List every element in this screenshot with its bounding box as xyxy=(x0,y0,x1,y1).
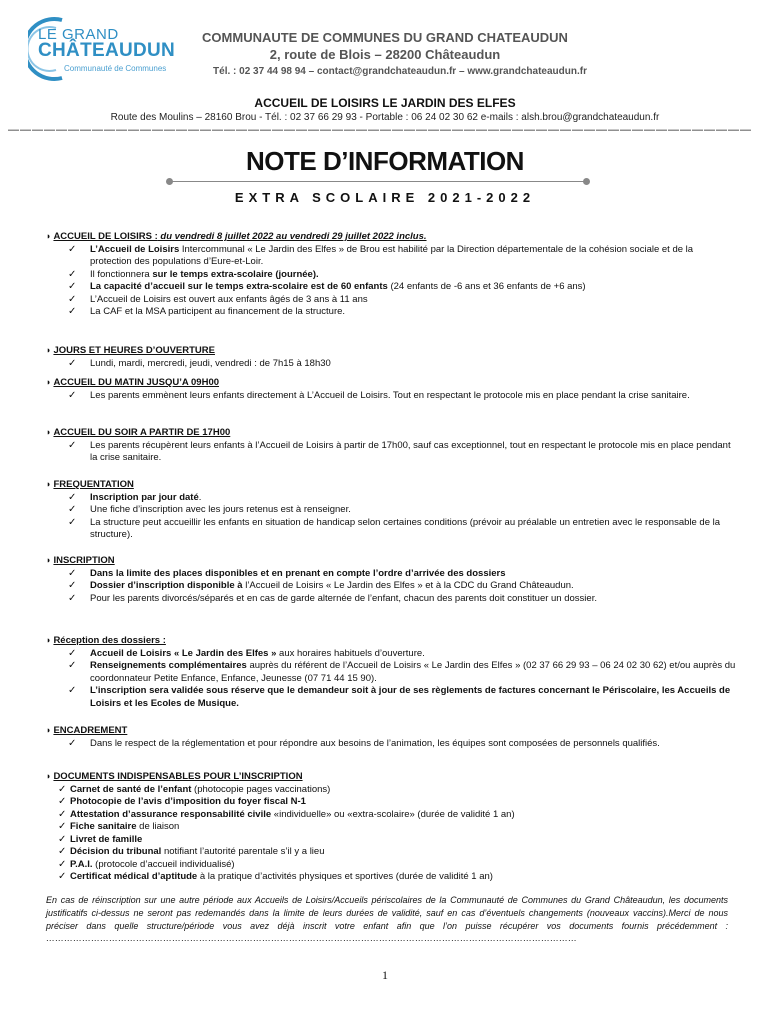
section-frequentation: ◗ FREQUENTATION ✓ Inscription par jour daté. ✓ Une fiche d’inscription avec les jours retenus est à renseigner. ✓ La structure peut accueillir les enfants en situation de handicap selon certaines conditions (prévoir au préalable un entretien avec le responsable de la structure). xyxy=(46,478,736,542)
section-matin: ◗ ACCUEIL DU MATIN JUSQU’A 09H00 ✓ Les parents emmènent leurs enfants directement à L’Accueil de Loisirs. Tout en respectant le protocole mis en place pendant la crise sanitaire. xyxy=(46,376,736,402)
checkmark-icon: ✓ xyxy=(58,871,67,882)
section-documents: ◗ DOCUMENTS INDISPENSABLES POUR L’INSCRIPTION ✓ Carnet de santé de l’enfant (photocopie pages vaccinations) ✓ Photocopie de l’avis d’imposition du foyer fiscal N-1 ✓ Attestation d’assurance responsabilité civile «individuelle» ou «extra-scolaire» (durée de validité 1 an) ✓ Fiche sanitaire de liaison ✓ Livret de famille ✓ Décision du tribunal notifiant l’autorité parentale s’il y a lieu ✓ P.A.I. (protocole d’accueil individualisé) ✓ Certificat médical d’aptitude à la pratique d’activités physiques et sportives (durée de validité 1 an) xyxy=(46,770,736,884)
checkmark-icon: ✓ xyxy=(58,796,67,807)
footnote: En cas de réinscription sur une autre période aux Accueils de Loisirs/Accueils périscolaires de la Communauté de Communes du Grand Châteaudun, les documents justificatifs ci-dessus ne seront pas redemandés dans la limite de leurs durées de validité, sauf en cas d’éventuels changements (nouveaux vaccins).Merci de nous préciser dans quelle structure/période vous avez déjà inscrit votre enfant afin que l’on puisse récupérer vos documents fournis précédemment : …………………………………………………………………………………………………………………………………………………………… xyxy=(46,895,728,944)
checkmark-icon: ✓ xyxy=(68,660,77,671)
checkmark-icon: ✓ xyxy=(68,580,77,591)
checkmark-icon: ✓ xyxy=(58,833,67,845)
checkmark-icon: ✓ xyxy=(68,516,77,528)
list-item: ✓ L’Accueil de Loisirs est ouvert aux enfants âgés de 3 ans à 11 ans xyxy=(68,293,368,305)
list-item: ✓ La structure peut accueillir les enfants en situation de handicap selon certaines conditions (prévoir au préalable un entretien avec le responsable de la structure). xyxy=(68,516,721,540)
center-name: ACCUEIL DE LOISIRS LE JARDIN DES ELFES xyxy=(254,96,516,110)
page-subtitle: EXTRA SCOLAIRE 2021-2022 xyxy=(234,190,536,205)
section-encadrement: ◗ ENCADREMENT ✓ Dans le respect de la réglementation et pour répondre aux besoins de l’animation, les équipes sont composées de personnels qualifiés. xyxy=(46,724,736,750)
section-reception: ◗ Réception des dossiers : ✓ Accueil de Loisirs « Le Jardin des Elfes » aux horaires habituels d’ouverture. ✓ Renseignements complémentaires auprès du référent de l’Accueil de Loisirs « Le Jardin des Elfes » (02 37 66 29 93 – 06 24 02 30 62) et/ou auprès du coordonnateur Petite Enfance, Enfance, Jeunesse (07 71 44 15 90). ✓ L’inscription sera validée sous réserve que le demandeur soit à jour de ses règlements de factures concernant le Périscolaire, les Accueils de Loisirs et les Ecoles de Musique. xyxy=(46,635,736,709)
document-item: ✓ Décision du tribunal notifiant l’autorité parentale s’il y a lieu xyxy=(58,846,325,857)
org-address: 2, route de Blois – 28200 Châteaudun xyxy=(269,47,501,62)
list-item: ✓ Il fonctionnera sur le temps extra-scolaire (journée). xyxy=(68,268,319,280)
triangle-bullet-icon: ◗ xyxy=(46,725,52,735)
checkmark-icon: ✓ xyxy=(68,647,77,659)
checkmark-icon: ✓ xyxy=(68,357,77,369)
checkmark-icon: ✓ xyxy=(58,821,67,832)
checkmark-icon: ✓ xyxy=(68,306,77,317)
document-item: ✓ Certificat médical d’aptitude à la pratique d’activités physiques et sportives (durée de validité 1 an) xyxy=(58,871,493,882)
triangle-bullet-icon: ◗ xyxy=(46,771,52,781)
checkmark-icon: ✓ xyxy=(68,737,77,749)
triangle-bullet-icon: ◗ xyxy=(46,231,52,241)
document-item: ✓ Attestation d’assurance responsabilité civile «individuelle» ou «extra-scolaire» (durée de validité 1 an) xyxy=(58,808,515,820)
list-item: ✓ Dans le respect de la réglementation et pour répondre aux besoins de l’animation, les équipes sont composées de personnels qualifiés. xyxy=(68,737,660,749)
triangle-bullet-icon: ◗ xyxy=(46,345,52,355)
checkmark-icon: ✓ xyxy=(58,846,67,857)
org-contact: Tél. : 02 37 44 98 94 – contact@grandchateaudun.fr – www.grandchateaudun.fr xyxy=(213,66,587,77)
title-rule xyxy=(170,181,586,182)
list-item: ✓ L’Accueil de Loisirs Intercommunal « Le Jardin des Elfes » de Brou est habilité par la Direction départementale de la cohésion sociale et de la protection des populations d’Eure-et-Loir. xyxy=(68,243,694,267)
document-item: ✓ P.A.I. (protocole d’accueil individualisé) xyxy=(58,858,235,870)
list-item: ✓ L’inscription sera validée sous réserve que le demandeur soit à jour de ses règlements de factures concernant le Périscolaire, les Accueils de Loisirs et les Ecoles de Musique. xyxy=(68,685,731,709)
checkmark-icon: ✓ xyxy=(58,783,67,795)
checkmark-icon: ✓ xyxy=(68,389,77,401)
list-item: ✓ Les parents emmènent leurs enfants directement à L’Accueil de Loisirs. Tout en respectant le protocole mis en place pendant la crise sanitaire. xyxy=(68,389,690,401)
checkmark-icon: ✓ xyxy=(68,293,77,305)
logo-line3: Communauté de Communes xyxy=(64,64,167,73)
center-address: Route des Moulins – 28160 Brou - Tél. : 02 37 66 29 93 - Portable : 06 24 02 30 62 e-mails : alsh.brou@grandchateaudun.fr xyxy=(110,112,660,123)
triangle-bullet-icon: ◗ xyxy=(46,479,52,489)
triangle-bullet-icon: ◗ xyxy=(46,427,52,437)
checkmark-icon: ✓ xyxy=(68,592,77,604)
section-inscription: ◗ INSCRIPTION ✓ Dans la limite des places disponibles et en prenant en compte l’ordre d’arrivée des dossiers ✓ Dossier d’inscription disponible à l’Accueil de Loisirs « Le Jardin des Elfes » et à la CDC du Grand Châteaudun. ✓ Pour les parents divorcés/séparés et en cas de garde alternée de l’enfant, chacun des parents doit constituer un dossier. xyxy=(46,554,736,605)
list-item: ✓ La capacité d’accueil sur le temps extra-scolaire est de 60 enfants (24 enfants de -6 ans et 36 enfants de +6 ans) xyxy=(68,281,586,292)
list-item: ✓ Accueil de Loisirs « Le Jardin des Elfes » aux horaires habituels d’ouverture. xyxy=(68,647,425,659)
section-jours: ◗ JOURS ET HEURES D’OUVERTURE ✓ Lundi, mardi, mercredi, jeudi, vendredi : de 7h15 à 18h30 xyxy=(46,344,736,370)
document-item: ✓ Photocopie de l’avis d’imposition du foyer fiscal N-1 xyxy=(58,796,306,807)
checkmark-icon: ✓ xyxy=(68,567,77,579)
checkmark-icon: ✓ xyxy=(68,491,77,503)
checkmark-icon: ✓ xyxy=(68,268,77,280)
list-item: ✓ Lundi, mardi, mercredi, jeudi, vendredi : de 7h15 à 18h30 xyxy=(68,357,331,369)
document-item: ✓ Livret de famille xyxy=(58,833,143,845)
checkmark-icon: ✓ xyxy=(68,439,77,451)
logo-line1: LE GRAND xyxy=(38,26,119,43)
checkmark-icon: ✓ xyxy=(68,504,77,515)
list-item: ✓ Dans la limite des places disponibles et en prenant en compte l’ordre d’arrivée des dossiers xyxy=(68,567,506,579)
page-title: NOTE D’INFORMATION xyxy=(246,146,524,176)
org-name: COMMUNAUTE DE COMMUNES DU GRAND CHATEAUDUN xyxy=(202,30,568,45)
rule-dot-icon xyxy=(166,178,173,185)
checkmark-icon: ✓ xyxy=(58,808,67,820)
triangle-bullet-icon: ◗ xyxy=(46,377,52,387)
checkmark-icon: ✓ xyxy=(68,685,77,696)
list-item: ✓ Inscription par jour daté. xyxy=(68,491,202,503)
page-number: 1 xyxy=(382,968,388,982)
checkmark-icon: ✓ xyxy=(68,281,77,292)
logo-line2: CHÂTEAUDUN xyxy=(38,40,176,61)
dashed-separator: —————————————————————————————————————————————————————————————— xyxy=(8,124,752,136)
list-item: ✓ Pour les parents divorcés/séparés et en cas de garde alternée de l’enfant, chacun des parents doit constituer un dossier. xyxy=(68,592,597,604)
triangle-bullet-icon: ◗ xyxy=(46,635,52,645)
list-item: ✓ Dossier d’inscription disponible à l’Accueil de Loisirs « Le Jardin des Elfes » et à la CDC du Grand Châteaudun. xyxy=(68,580,574,591)
section-soir: ◗ ACCUEIL DU SOIR A PARTIR DE 17H00 ✓ Les parents récupèrent leurs enfants à l’Accueil de Loisirs à partir de 17h00, sauf cas exceptionnel, tout en respectant le protocole mis en place pendant la crise sanitaire. xyxy=(46,426,736,465)
list-item: ✓ La CAF et la MSA participent au financement de la structure. xyxy=(68,306,346,317)
checkmark-icon: ✓ xyxy=(58,858,67,870)
checkmark-icon: ✓ xyxy=(68,243,77,255)
list-item: ✓ Les parents récupèrent leurs enfants à l’Accueil de Loisirs à partir de 17h00, sauf cas exceptionnel, tout en respectant le protocole mis en place pendant la crise sanitaire. xyxy=(68,439,731,463)
document-item: ✓ Carnet de santé de l’enfant (photocopie pages vaccinations) xyxy=(58,783,331,795)
list-item: ✓ Renseignements complémentaires auprès du référent de l’Accueil de Loisirs « Le Jardin des Elfes » (02 37 66 29 93 – 06 24 02 30 62) et/ou auprès du coordonnateur Petite Enfance, Enfance, Jeunesse (07 71 44 15 90). xyxy=(68,660,736,684)
triangle-bullet-icon: ◗ xyxy=(46,555,52,565)
rule-dot-icon xyxy=(583,178,590,185)
section-accueil: ◗ ACCUEIL DE LOISIRS : du vendredi 8 juillet 2022 au vendredi 29 juillet 2022 inclus. ✓ L’Accueil de Loisirs Intercommunal « Le Jardin des Elfes » de Brou est habilité par la Direction départementale de la cohésion sociale et de la protection des populations d’Eure-et-Loir. ✓ Il fonctionnera sur le temps extra-scolaire (journée). ✓ La capacité d’accueil sur le temps extra-scolaire est de 60 enfants (24 enfants de -6 ans et 36 enfants de +6 ans) ✓ L’Accueil de Loisirs est ouvert aux enfants âgés de 3 ans à 11 ans ✓ La CAF et la MSA participent au financement de la structure. xyxy=(46,230,736,319)
list-item: ✓ Une fiche d’inscription avec les jours retenus est à renseigner. xyxy=(68,504,351,515)
document-item: ✓ Fiche sanitaire de liaison xyxy=(58,821,180,832)
